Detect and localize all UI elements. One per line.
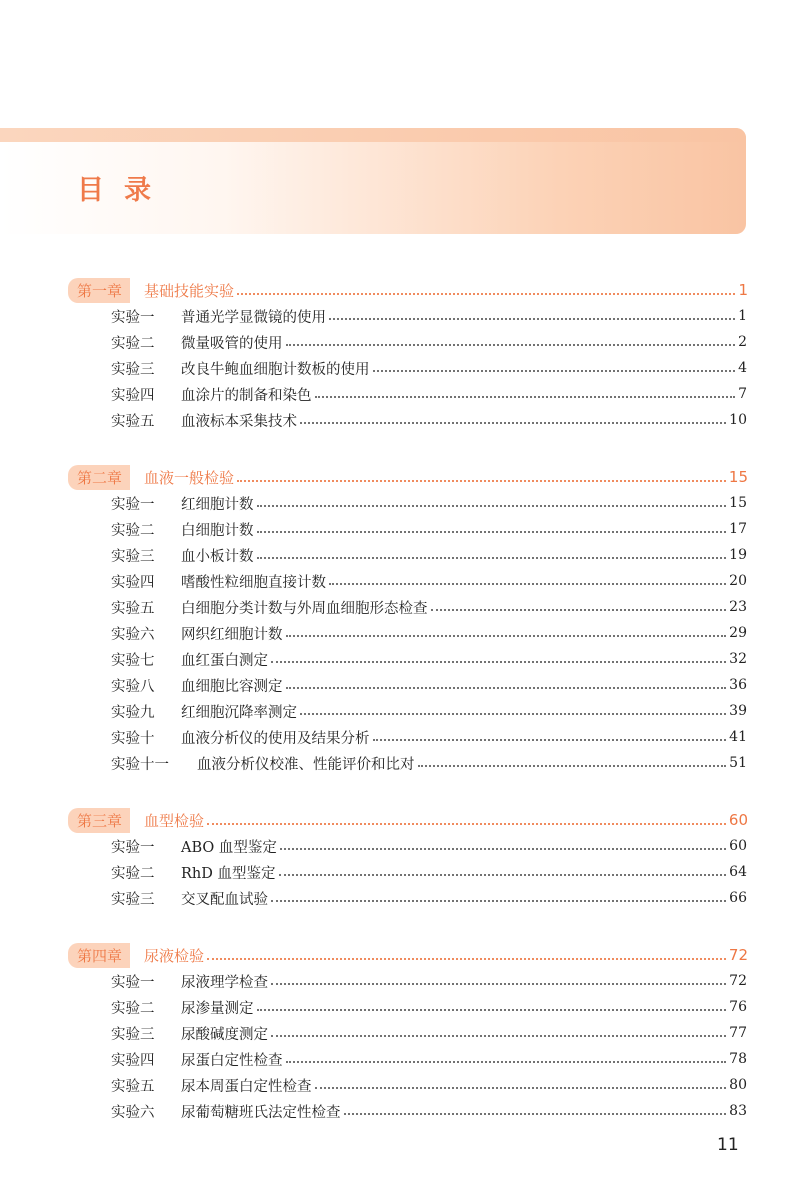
item-page: 83 (729, 1103, 747, 1119)
dot-leader (286, 634, 727, 637)
dot-leader (300, 421, 726, 424)
dot-leader (418, 764, 727, 767)
item-number: 实验六 (111, 1104, 155, 1121)
chapter-page: 1 (738, 281, 748, 299)
item-number: 实验三 (111, 548, 155, 565)
item-page: 20 (729, 573, 747, 589)
chapter-number: 第一章 (68, 278, 130, 303)
chapter-number: 第三章 (68, 808, 130, 833)
dot-leader (280, 847, 726, 850)
item-title: 尿蛋白定性检查 (181, 1052, 283, 1069)
toc-item-entry[interactable] (111, 1098, 747, 1124)
dot-leader (257, 1008, 727, 1011)
toc-item-entry[interactable] (111, 329, 747, 355)
item-page: 80 (729, 1077, 747, 1093)
item-title: 微量吸管的使用 (181, 335, 283, 352)
item-number: 实验三 (111, 891, 155, 908)
item-number: 实验四 (111, 1052, 155, 1069)
dot-leader (373, 369, 736, 372)
toc-item-entry[interactable] (111, 303, 747, 329)
toc-item-entry[interactable] (111, 698, 747, 724)
dot-leader (286, 1060, 727, 1063)
item-page: 32 (729, 651, 747, 667)
item-title: 白细胞分类计数与外周血细胞形态检查 (181, 600, 428, 617)
item-title: 改良牛鲍血细胞计数板的使用 (181, 361, 370, 378)
toc-chapter (0, 942, 800, 1124)
chapter-number: 第二章 (68, 465, 130, 490)
item-title: 嗜酸性粒细胞直接计数 (181, 574, 326, 591)
toc-item-entry[interactable] (111, 568, 747, 594)
item-page: 1 (738, 308, 747, 324)
toc-item-entry[interactable] (111, 646, 747, 672)
toc-chapter-entry[interactable] (68, 277, 748, 303)
item-number: 实验十一 (111, 756, 169, 773)
item-page: 19 (729, 547, 747, 563)
dot-leader (207, 822, 726, 825)
dot-leader (237, 479, 726, 482)
toc-item-entry[interactable] (111, 672, 747, 698)
table-of-contents (0, 277, 800, 1155)
chapter-page: 60 (728, 811, 748, 829)
dot-leader (257, 530, 727, 533)
item-number: 实验三 (111, 1026, 155, 1043)
item-number: 实验十 (111, 730, 155, 747)
item-number: 实验九 (111, 704, 155, 721)
item-number: 实验八 (111, 678, 155, 695)
item-title: 血液分析仪的使用及结果分析 (181, 730, 370, 747)
chapter-page: 72 (728, 946, 748, 964)
item-page: 15 (729, 495, 747, 511)
item-number: 实验二 (111, 1000, 155, 1017)
toc-chapter-entry[interactable] (68, 807, 748, 833)
item-title: 网织红细胞计数 (181, 626, 283, 643)
toc-chapter (0, 277, 800, 433)
dot-leader (271, 1034, 726, 1037)
item-number: 实验四 (111, 574, 155, 591)
item-title: 血涂片的制备和染色 (181, 387, 312, 404)
item-title: 血液标本采集技术 (181, 413, 297, 430)
item-title: 血红蛋白测定 (181, 652, 268, 669)
toc-item-entry[interactable] (111, 885, 747, 911)
item-page: 39 (729, 703, 747, 719)
item-page: 77 (729, 1025, 747, 1041)
dot-leader (300, 712, 726, 715)
item-page: 10 (729, 412, 747, 428)
toc-chapter (0, 807, 800, 911)
dot-leader (271, 660, 726, 663)
toc-chapter (0, 464, 800, 776)
item-title: 白细胞计数 (181, 522, 254, 539)
item-number: 实验五 (111, 1078, 155, 1095)
page-number: 11 (717, 1135, 739, 1155)
item-number: 实验三 (111, 361, 155, 378)
item-page: 41 (729, 729, 747, 745)
dot-leader (315, 1086, 727, 1089)
page-title: 目录 (77, 175, 171, 206)
item-number: 实验一 (111, 496, 155, 513)
item-number: 实验七 (111, 652, 155, 669)
item-page: 23 (729, 599, 747, 615)
item-title: 尿渗量测定 (181, 1000, 254, 1017)
chapter-title: 血液一般检验 (144, 468, 235, 487)
dot-leader (207, 957, 726, 960)
toc-item-entry[interactable] (111, 594, 747, 620)
item-page: 4 (738, 360, 747, 376)
item-title: 尿葡萄糖班氏法定性检查 (181, 1104, 341, 1121)
item-page: 17 (729, 521, 747, 537)
item-title: 血液分析仪校准、性能评价和比对 (197, 756, 415, 773)
item-page: 36 (729, 677, 747, 693)
item-title: 血细胞比容测定 (181, 678, 283, 695)
dot-leader (271, 982, 726, 985)
dot-leader (286, 343, 736, 346)
item-number: 实验五 (111, 413, 155, 430)
item-page: 7 (738, 386, 747, 402)
item-number: 实验六 (111, 626, 155, 643)
toc-item-entry[interactable] (111, 490, 747, 516)
item-page: 64 (729, 864, 747, 880)
item-number: 实验一 (111, 974, 155, 991)
toc-item-entry[interactable] (111, 750, 747, 776)
item-title: 尿本周蛋白定性检查 (181, 1078, 312, 1095)
item-title: 普通光学显微镜的使用 (181, 309, 326, 326)
chapter-page: 15 (728, 468, 748, 486)
item-title: 血小板计数 (181, 548, 254, 565)
item-page: 78 (729, 1051, 747, 1067)
item-title: 尿液理学检查 (181, 974, 268, 991)
toc-item-entry[interactable] (111, 620, 747, 646)
toc-chapter-entry[interactable] (68, 464, 748, 490)
item-page: 51 (729, 755, 747, 771)
toc-item-entry[interactable] (111, 1046, 747, 1072)
item-title: 红细胞计数 (181, 496, 254, 513)
chapter-number: 第四章 (68, 943, 130, 968)
dot-leader (344, 1112, 727, 1115)
toc-chapter-entry[interactable] (68, 942, 748, 968)
dot-leader (431, 608, 727, 611)
dot-leader (257, 556, 727, 559)
toc-item-entry[interactable] (111, 542, 747, 568)
item-number: 实验一 (111, 309, 155, 326)
item-page: 72 (729, 973, 747, 989)
item-page: 2 (738, 334, 747, 350)
dot-leader (329, 317, 735, 320)
dot-leader (315, 395, 736, 398)
toc-item-entry[interactable] (111, 859, 747, 885)
toc-item-entry[interactable] (111, 1072, 747, 1098)
item-number: 实验四 (111, 387, 155, 404)
dot-leader (373, 738, 727, 741)
item-page: 60 (729, 838, 747, 854)
dot-leader (286, 686, 727, 689)
item-title: 尿酸碱度测定 (181, 1026, 268, 1043)
item-number: 实验五 (111, 600, 155, 617)
item-title: 红细胞沉降率测定 (181, 704, 297, 721)
toc-item-entry[interactable] (111, 355, 747, 381)
toc-item-entry[interactable] (111, 994, 747, 1020)
header-banner-strip (0, 128, 746, 142)
item-title: 交叉配血试验 (181, 891, 268, 908)
item-number: 实验二 (111, 865, 155, 882)
toc-item-entry[interactable] (111, 381, 747, 407)
item-page: 66 (729, 890, 747, 906)
toc-item-entry[interactable] (111, 407, 747, 433)
dot-leader (237, 292, 735, 295)
item-page: 29 (729, 625, 747, 641)
item-page: 76 (729, 999, 747, 1015)
item-number: 实验二 (111, 522, 155, 539)
item-number: 实验一 (111, 839, 155, 856)
chapter-title: 基础技能实验 (144, 281, 235, 300)
dot-leader (271, 899, 726, 902)
item-title: RhD 血型鉴定 (181, 865, 276, 882)
dot-leader (279, 873, 727, 876)
toc-item-entry[interactable] (111, 968, 747, 994)
dot-leader (329, 582, 726, 585)
item-number: 实验二 (111, 335, 155, 352)
toc-item-entry[interactable] (111, 833, 747, 859)
chapter-title: 尿液检验 (144, 946, 205, 965)
chapter-title: 血型检验 (144, 811, 205, 830)
toc-item-entry[interactable] (111, 516, 747, 542)
dot-leader (257, 504, 727, 507)
toc-item-entry[interactable] (111, 1020, 747, 1046)
item-title: ABO 血型鉴定 (181, 839, 277, 856)
toc-item-entry[interactable] (111, 724, 747, 750)
